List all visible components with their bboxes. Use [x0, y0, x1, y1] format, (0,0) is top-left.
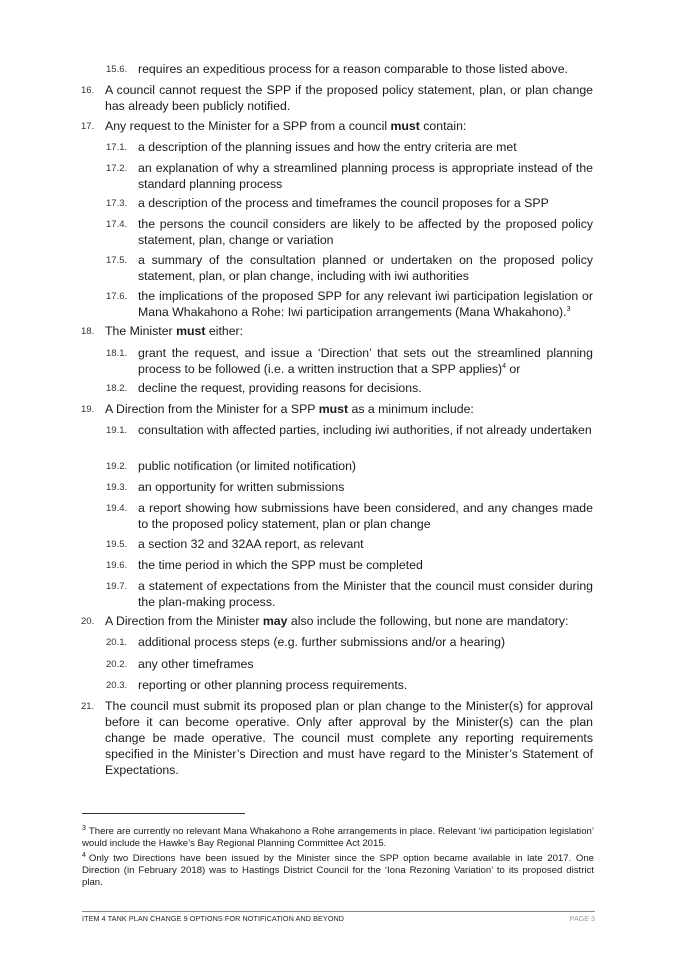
item-text: the time period in which the SPP must be completed — [138, 558, 423, 572]
list-item — [106, 536, 593, 552]
list-item — [106, 380, 593, 396]
list-item — [106, 578, 593, 610]
item-number: 19. — [81, 404, 95, 415]
item-text: consultation with affected parties, including iwi authorities, if not already undertaken — [138, 423, 592, 437]
item-number: 18. — [81, 326, 95, 337]
item-text: Any request to the Minister for a SPP from a council must contain: — [105, 119, 467, 133]
item-text: a section 32 and 32AA report, as relevant — [138, 537, 364, 551]
item-text: a description of the process and timeframes the council proposes for a SPP — [138, 196, 549, 210]
item-number: 20.2. — [106, 659, 128, 670]
item-number: 18.1. — [106, 348, 128, 359]
list-item — [81, 401, 593, 417]
item-text: requires an expeditious process for a reason comparable to those listed above. — [138, 62, 568, 76]
list-item — [81, 118, 593, 134]
item-number: 18.2. — [106, 383, 128, 394]
item-number: 21. — [81, 701, 95, 712]
footnote-number: 4 — [82, 851, 86, 859]
list-item — [81, 323, 593, 339]
list-item — [106, 422, 593, 438]
item-text: reporting or other planning process requirements. — [138, 678, 408, 692]
item-number: 19.5. — [106, 539, 128, 550]
item-text: decline the request, providing reasons for decisions. — [138, 381, 422, 395]
list-item — [106, 458, 593, 474]
item-number: 16. — [81, 85, 95, 96]
list-item — [106, 345, 593, 377]
footer-title: ITEM 4 TANK PLAN CHANGE 9 OPTIONS FOR NOTIFICATION AND BEYOND — [82, 914, 345, 923]
footnote-number: 3 — [82, 824, 86, 832]
item-number: 15.6. — [106, 64, 128, 75]
item-number: 17.5. — [106, 255, 128, 266]
page-number: PAGE 3 — [569, 914, 595, 923]
item-number: 17.4. — [106, 219, 128, 230]
list-item — [106, 557, 593, 573]
item-number: 17.2. — [106, 163, 128, 174]
item-text: grant the request, and issue a ‘Direction’ that sets out the streamlined planning process to be followed (i.e. a written instruction that a SPP applies)$^4$ or — [138, 346, 593, 376]
item-number: 20. — [81, 616, 95, 627]
item-number: 19.4. — [106, 503, 128, 514]
item-number: 19.2. — [106, 461, 128, 472]
item-text: the implications of the proposed SPP for any relevant iwi participation legislation or Mana Whakahono a Rohe: Iwi participation arrangements (Mana Whakahono).$^3$ — [138, 289, 593, 319]
item-number: 19.1. — [106, 425, 128, 436]
list-item — [106, 160, 593, 192]
list-item — [106, 479, 593, 495]
list-item — [81, 613, 593, 629]
item-number: 17.1. — [106, 142, 128, 153]
item-text: an explanation of why a streamlined planning process is appropriate instead of the standard planning process — [138, 161, 593, 191]
item-text: any other timeframes — [138, 657, 254, 671]
list-item — [106, 216, 593, 248]
item-text: The council must submit its proposed plan or plan change to the Minister(s) for approval before it can become operative. Only after approval by the Minister(s) can the plan change be made operative. The council must complete any reporting requirements specified in the Minister’s Direction and must have regard to the Minister’s Statement of Expectations. — [105, 699, 593, 777]
item-text: a report showing how submissions have been considered, and any changes made to the proposed policy statement, plan or plan change — [138, 501, 593, 531]
item-text: The Minister must either: — [105, 324, 244, 338]
item-number: 17.6. — [106, 291, 128, 302]
item-number: 17. — [81, 121, 95, 132]
footnote-text: There are currently no relevant Mana Whakahono a Rohe arrangements in place. Relevant ‘iwi participation legislation’ would include the Hawke’s Bay Regional Planning Committee Act 2015. — [82, 826, 594, 849]
list-item — [106, 61, 593, 77]
item-text: a summary of the consultation planned or undertaken on the proposed policy statement, plan, or plan change, including with iwi authorities — [138, 253, 593, 283]
item-number: 19.6. — [106, 560, 128, 571]
list-item — [81, 82, 593, 114]
item-text: additional process steps (e.g. further submissions and/or a hearing) — [138, 635, 506, 649]
item-text: the persons the council considers are likely to be affected by the proposed policy statement, plan, change or variation — [138, 217, 593, 247]
list-item — [106, 195, 593, 211]
item-text: A council cannot request the SPP if the proposed policy statement, plan, or plan change has already been publicly notified. — [105, 83, 593, 113]
item-text: a description of the planning issues and how the entry criteria are met — [138, 140, 517, 154]
list-item — [106, 656, 593, 672]
list-item — [106, 252, 593, 284]
item-number: 19.7. — [106, 581, 128, 592]
item-text: A Direction from the Minister may also include the following, but none are mandatory: — [105, 614, 569, 628]
footer-divider — [82, 911, 595, 912]
item-number: 17.3. — [106, 198, 128, 209]
item-text: A Direction from the Minister for a SPP must as a minimum include: — [105, 402, 474, 416]
list-item — [106, 288, 593, 320]
list-item — [106, 139, 593, 155]
list-item — [106, 500, 593, 532]
item-number: 19.3. — [106, 482, 128, 493]
item-number: 20.3. — [106, 680, 128, 691]
item-number: 20.1. — [106, 637, 128, 648]
footnote-divider — [82, 813, 245, 814]
footnote-text: Only two Directions have been issued by the Minister since the SPP option became available in late 2017. One Direction (in February 2018) was to Hastings District Council for the ‘Iona Rezoning Variation’ to its proposed district plan. — [82, 853, 594, 888]
item-text: a statement of expectations from the Minister that the council must consider during the plan-making process. — [138, 579, 593, 609]
footnote — [82, 826, 594, 850]
footnote — [82, 853, 594, 889]
item-text: an opportunity for written submissions — [138, 480, 345, 494]
list-item — [81, 698, 593, 778]
item-text: public notification (or limited notification) — [138, 459, 357, 473]
list-item — [106, 677, 593, 693]
list-item — [106, 634, 593, 650]
